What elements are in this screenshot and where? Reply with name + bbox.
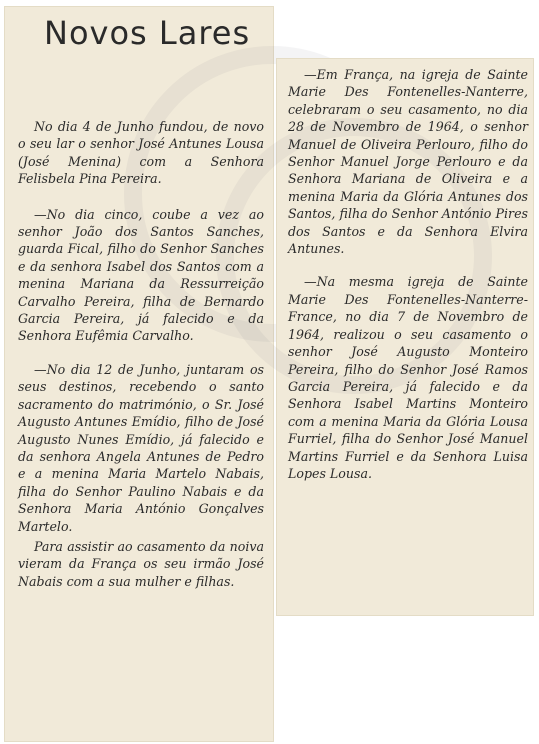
- paragraph-june-12: —No dia 12 de Junho, juntaram os seus destinos, recebendo o santo sacramento do matrimónio, o Sr. José Augusto Antunes Emídio, filho de José Augusto Nunes Emídio, já falecido e da senhora Angela Antunes de Pedro e a menina Maria Martelo Nabais, filha do Senhor Paulino Nabais e da Senhora Maria António Gonçalves Martelo.: [18, 361, 264, 534]
- article-title: Novos Lares: [44, 14, 251, 52]
- paragraph-november-7: —Na mesma igreja de Sainte Marie Des Fontenelles-Nanterre-France, no dia 7 de Novembro de 1964, realizou o seu casamento o senhor José Augusto Monteiro Pereira, filho do Senhor José Ramos Garcia Pereira, já falecido e da Senhora Isabel Martins Monteiro com a menina Maria da Glória Lousa Furriel, filha do Senhor José Manuel Martins Furriel e da Senhora Luisa Lopes Lousa.: [288, 274, 528, 481]
- paragraph-dia-cinco: —No dia cinco, coube a vez ao senhor João dos Santos Sanches, guarda Fical, filho do Senhor Sanches e da senhora Isabel dos Santos com a menina Mariana da Ressurreição Carvalho Pereira, filha de Bernardo Garcia Pereira, já falecido e da Senhora Eufêmia Carvalho.: [18, 206, 264, 344]
- left-column: [18, 118, 264, 590]
- paragraph-franca-november-28: —Em França, na igreja de Sainte Marie Des Fontenelles-Nanterre, celebraram o seu casamento, no dia 28 de Novembro de 1964, o senhor Manuel de Oliveira Perlouro, filho do Senhor Manuel Jorge Perlouro e da Senhora Mariana de Oliveira e a menina Maria da Glória Antunes dos Santos, filha do Senhor António Pires dos Santos e da Senhora Elvira Antunes.: [288, 67, 528, 257]
- right-column: [288, 66, 528, 482]
- paragraph-june-4: No dia 4 de Junho fundou, de novo o seu lar o senhor José Antunes Lousa (José Menina) com a Senhora Felisbela Pina Pereira.: [18, 119, 264, 187]
- paragraph-guests: Para assistir ao casamento da noiva vieram da França os seu irmão José Nabais com a sua mulher e filhas.: [18, 538, 264, 589]
